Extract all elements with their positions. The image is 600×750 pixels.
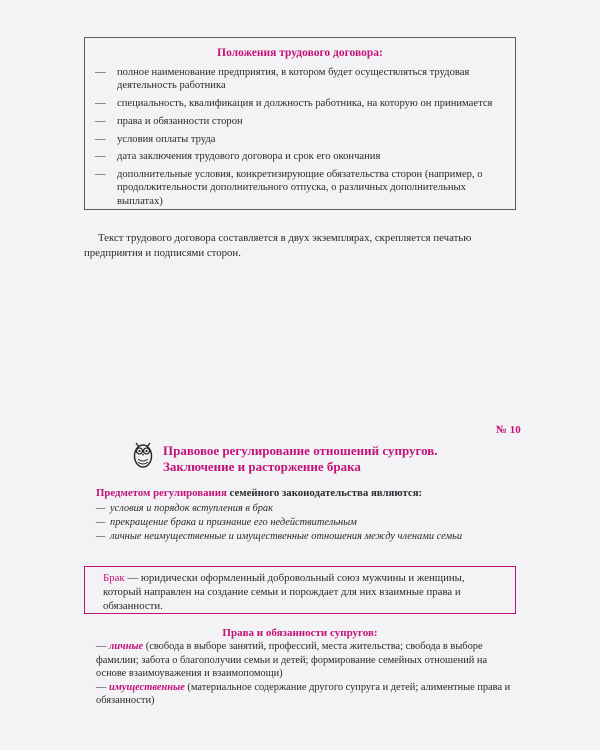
- contract-provisions-list: [95, 66, 505, 212]
- definition-term: Брак: [103, 572, 125, 584]
- family-law-subject: Предметом регулирования семейного законодательства являются:: [96, 487, 423, 499]
- section-title: Правовое регулирование отношений супругов. Заключение и расторжение брака: [163, 443, 438, 474]
- list-item: — дополнительные условия, конкретизирующие обязательства сторон (например, о продолжительности дополнительного отпуска, о различных дополнительных выплатах): [95, 169, 483, 207]
- contract-copies-paragraph: Текст трудового договора составляется в двух экземплярах, скрепляется печатью предприятия и подписями сторон.: [84, 232, 472, 259]
- list-item: — условия оплаты труда: [95, 133, 216, 145]
- spouse-rights-title: Права и обязанности супругов:: [222, 627, 378, 639]
- property-rights: — имущественные (материальное содержание другого супруга и детей; алиментные права и обязанности): [96, 681, 511, 706]
- list-item: — специальность, квалификация и должность работника, на которую он принимается: [95, 98, 493, 109]
- spouse-rights-list: [96, 640, 516, 708]
- marriage-definition-box: [84, 566, 516, 614]
- family-law-subject-list: [96, 503, 516, 545]
- list-item: — права и обязанности сторон: [95, 115, 243, 127]
- list-item: — полное наименование предприятия, в котором будет осуществляться трудовая деятельность работника: [95, 67, 470, 92]
- list-item: — личные неимущественные и имущественные отношения между членами семьи: [96, 531, 463, 542]
- contract-provisions-title: Положения трудового договора:: [217, 47, 383, 59]
- list-item: — условия и порядок вступления в брак: [96, 503, 273, 514]
- owl-icon: [131, 439, 155, 469]
- definition-text: — юридически оформленный добровольный союз мужчины и женщины, который направлен на создание семьи и порождает для них взаимные права и обязанности.: [103, 572, 465, 612]
- list-item: — дата заключения трудового договора и срок его окончания: [95, 151, 381, 163]
- contract-provisions-box: [84, 37, 516, 210]
- personal-rights: — личные (свобода в выборе занятий, профессий, места жительства; свобода в выборе фамилии; забота о благополучии семьи и детей; формирование семейных отношений на основе взаимоуважения и взаимопомощи): [96, 641, 488, 679]
- list-item: — прекращение брака и признание его недействительным: [96, 517, 357, 528]
- page-section-number: № 10: [496, 424, 521, 436]
